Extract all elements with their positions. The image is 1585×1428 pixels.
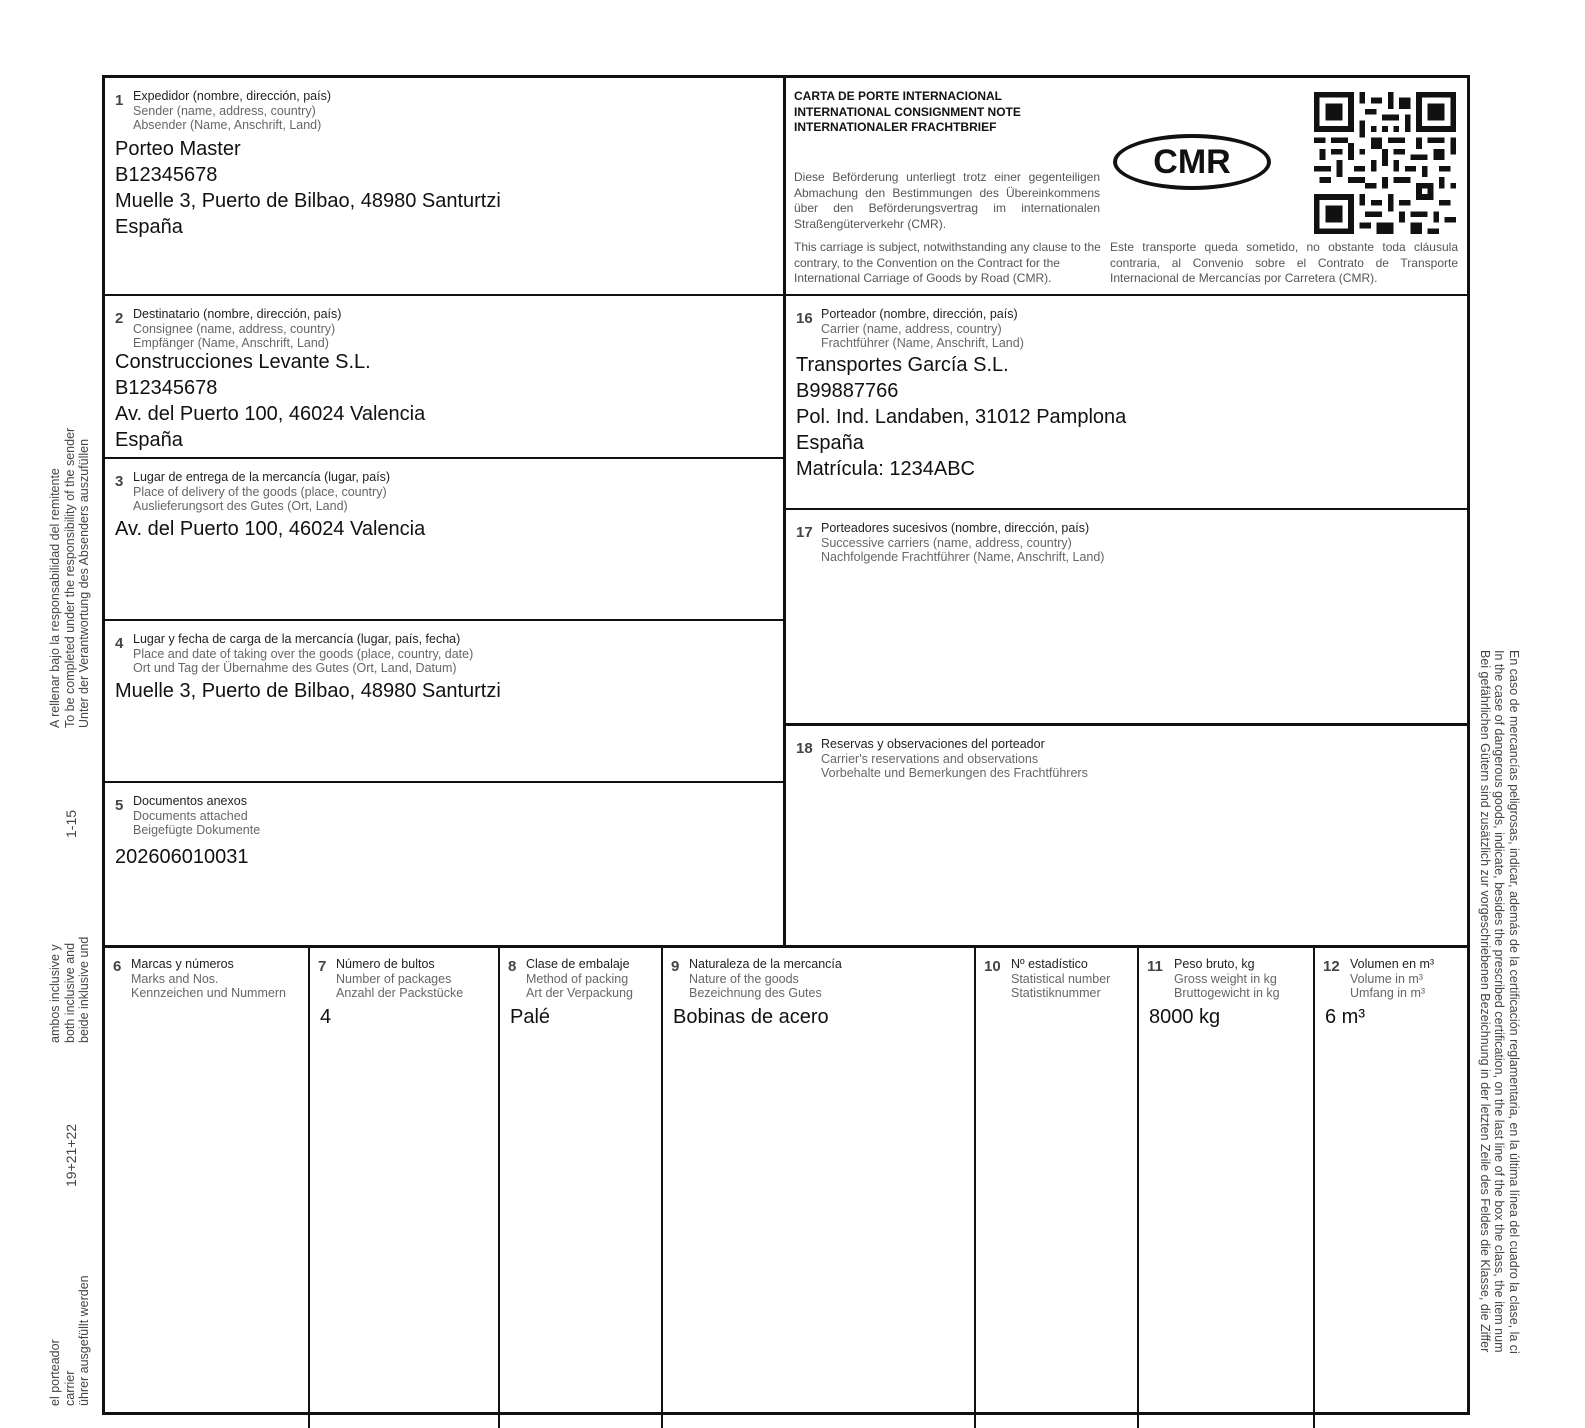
- label-de: Anzahl der Packstücke: [336, 986, 464, 1000]
- col-10-statistical-number[interactable]: [976, 948, 1139, 1428]
- box-number: 2: [115, 310, 124, 327]
- sender-address: Muelle 3, Puerto de Bilbao, 48980 Santurtzi: [115, 190, 501, 212]
- side-note-line: carrier: [62, 1370, 77, 1406]
- nature-value: Bobinas de acero: [673, 1006, 829, 1028]
- label-de: Kennzeichen und Nummern: [131, 986, 286, 1000]
- side-note-line: Unter der Verantwortung des Absenders auszufüllen: [77, 438, 91, 728]
- goods-table: [105, 945, 1467, 1425]
- volume-value: 6 m³: [1325, 1006, 1365, 1028]
- loading-place-value: Muelle 3, Puerto de Bilbao, 48980 Santurtzi: [115, 680, 501, 702]
- label-de: Art der Verpackung: [526, 986, 634, 1000]
- label-es: Expedidor (nombre, dirección, país): [133, 89, 332, 103]
- box-label: [821, 737, 1088, 781]
- delivery-place-value: Av. del Puerto 100, 46024 Valencia: [115, 518, 426, 540]
- label-en: Method of packing: [526, 971, 629, 986]
- col-7-packages[interactable]: [310, 948, 500, 1428]
- side-note-line: A rellenar bajo la responsabilidad del remitente: [48, 468, 62, 728]
- box-label: [821, 307, 1024, 351]
- sender-value: [115, 136, 501, 240]
- box-4-loading-place-date[interactable]: [105, 621, 786, 783]
- consignee-name: Construcciones Levante S.L.: [115, 351, 371, 373]
- consignee-country: España: [115, 429, 183, 451]
- label-es: Lugar de entrega de la mercancía (lugar, país): [133, 470, 391, 484]
- box-label: [821, 521, 1104, 565]
- legal-text-en: This carriage is subject, notwithstanding any clause to the contrary, to the Convention on the Contract for the International Carriage of Goods by Road (CMR).: [794, 240, 1101, 285]
- box-label: [133, 470, 390, 514]
- col-9-nature-of-goods[interactable]: [663, 948, 976, 1428]
- label-de: Vorbehalte und Bemerkungen des Frachtführers: [821, 766, 1088, 780]
- label-es: Clase de embalaje: [526, 957, 630, 971]
- carrier-tax-id: B99887766: [796, 380, 899, 402]
- label-es: Peso bruto, kg: [1174, 957, 1255, 971]
- label-en: Carrier (name, address, country): [821, 321, 1002, 336]
- column-header: [1147, 957, 1280, 1001]
- cmr-logo: CMR: [1113, 134, 1271, 190]
- label-en: Nature of the goods: [689, 971, 799, 986]
- label-de: Absender (Name, Anschrift, Land): [133, 118, 322, 132]
- title-es: CARTA DE PORTE INTERNACIONAL: [794, 89, 1002, 103]
- label-en: Place of delivery of the goods (place, country): [133, 484, 387, 499]
- column-header: [318, 957, 463, 1001]
- label-es: Naturaleza de la mercancía: [689, 957, 842, 971]
- label-es: Nº estadístico: [1011, 957, 1088, 971]
- box-number: 18: [796, 740, 813, 757]
- column-header: [1323, 957, 1434, 1001]
- label-en: Volume in m³: [1350, 971, 1423, 986]
- consignee-tax-id: B12345678: [115, 377, 218, 399]
- carrier-address: Pol. Ind. Landaben, 31012 Pamplona: [796, 406, 1127, 428]
- column-number: 11: [1147, 958, 1163, 975]
- label-en: Carrier's reservations and observations: [821, 751, 1039, 766]
- label-en: Successive carriers (name, address, country): [821, 535, 1072, 550]
- label-de: Umfang in m³: [1350, 986, 1426, 1000]
- label-de: Nachfolgende Frachtführer (Name, Anschrift, Land): [821, 550, 1105, 564]
- side-note-line: 1-15: [63, 809, 79, 838]
- label-en: Marks and Nos.: [131, 971, 219, 986]
- box-17-successive-carriers[interactable]: [786, 510, 1467, 726]
- column-number: 8: [508, 958, 517, 975]
- side-note-line: Bei gefährlichen Gütern sind zusätzlich zur vorgeschriebenen Bezeichnung in der letzten Zeile des Feldes die Klasse, die Ziffer: [1478, 650, 1492, 1353]
- label-es: Porteador (nombre, dirección, país): [821, 307, 1018, 321]
- column-header: [984, 957, 1110, 1001]
- column-number: 10: [984, 958, 1001, 975]
- side-note-carrier: [48, 1275, 92, 1406]
- header-panel: [786, 78, 1467, 296]
- box-label: [133, 632, 473, 676]
- box-number: 3: [115, 473, 124, 490]
- side-note-line: ambos inclusive y: [48, 944, 62, 1043]
- consignee-address: Av. del Puerto 100, 46024 Valencia: [115, 403, 426, 425]
- consignee-value: [115, 349, 425, 453]
- side-note-line: el porteador: [48, 1339, 62, 1406]
- carrier-value: [796, 352, 1126, 482]
- col-11-gross-weight[interactable]: [1139, 948, 1315, 1428]
- box-label: [133, 89, 331, 133]
- side-note-sender-responsibility: [48, 428, 92, 728]
- label-es: Documentos anexos: [133, 794, 247, 808]
- title-en: INTERNATIONAL CONSIGNMENT NOTE: [794, 104, 1021, 119]
- label-es: Marcas y números: [131, 957, 234, 971]
- documents-value: 202606010031: [115, 846, 249, 868]
- sender-name: Porteo Master: [115, 138, 241, 160]
- box-1-sender[interactable]: [105, 78, 786, 296]
- box-label: [133, 307, 341, 351]
- label-de: Frachtführer (Name, Anschrift, Land): [821, 336, 1024, 350]
- side-note-line: both inclusive and: [62, 942, 77, 1043]
- label-en: Sender (name, address, country): [133, 103, 316, 118]
- gross-weight-value: 8000 kg: [1149, 1006, 1221, 1028]
- label-de: Empfänger (Name, Anschrift, Land): [133, 336, 329, 350]
- qr-code-icon: [1314, 92, 1456, 234]
- box-5-documents-attached[interactable]: [105, 783, 786, 945]
- label-de: Ort und Tag der Übernahme des Gutes (Ort, Land, Datum): [133, 661, 457, 675]
- column-header: [113, 957, 286, 1001]
- carrier-name: Transportes García S.L.: [796, 354, 1009, 376]
- box-number: 1: [115, 92, 124, 109]
- header-titles: [794, 89, 1021, 136]
- label-de: Statistiknummer: [1011, 986, 1101, 1000]
- column-number: 6: [113, 958, 122, 975]
- side-note-dangerous-goods: [1478, 650, 1522, 1354]
- title-de: INTERNATIONALER FRACHTBRIEF: [794, 120, 997, 134]
- label-de: Beigefügte Dokumente: [133, 823, 261, 837]
- box-number: 17: [796, 524, 813, 541]
- label-de: Auslieferungsort des Gutes (Ort, Land): [133, 499, 348, 513]
- side-note-range: [64, 810, 79, 838]
- label-en: Consignee (name, address, country): [133, 321, 336, 336]
- side-note-line: beide inklusive und: [77, 936, 91, 1043]
- col-6-marks[interactable]: [105, 948, 310, 1428]
- label-en: Gross weight in kg: [1174, 971, 1277, 986]
- label-es: Reservas y observaciones del porteador: [821, 737, 1045, 751]
- carrier-country: España: [796, 432, 864, 454]
- packing-value: Palé: [510, 1006, 551, 1028]
- box-label: [133, 794, 260, 838]
- label-es: Porteadores sucesivos (nombre, dirección, país): [821, 521, 1090, 535]
- col-12-volume[interactable]: [1315, 948, 1467, 1428]
- side-note-extra-boxes: [64, 1124, 79, 1187]
- column-number: 12: [1323, 958, 1340, 975]
- label-en: Place and date of taking over the goods (place, country, date): [133, 646, 474, 661]
- side-note-line: In the case of dangerous goods, indicate, besides the prescribed certification, on the last line of the box the class, the item num: [1492, 650, 1507, 1353]
- box-16-carrier[interactable]: [786, 296, 1467, 510]
- box-2-consignee[interactable]: [105, 296, 786, 459]
- label-es: Volumen en m³: [1350, 957, 1435, 971]
- label-en: Statistical number: [1011, 971, 1111, 986]
- sender-country: España: [115, 216, 183, 238]
- label-es: Lugar y fecha de carga de la mercancía (lugar, país, fecha): [133, 632, 461, 646]
- side-note-line: 19+21+22: [63, 1123, 79, 1187]
- packages-value: 4: [320, 1006, 332, 1028]
- side-note-inclusive: [48, 937, 92, 1043]
- label-en: Number of packages: [336, 971, 452, 986]
- cmr-form: [102, 75, 1470, 1415]
- legal-text-de: Diese Beförderung unterliegt trotz einer gegenteiligen Abmachung den Bestimmungen des Übereinkommens über den Beförderungsvertrag im internationalen Straßengüterverkehr (CMR).: [794, 170, 1100, 231]
- sender-tax-id: B12345678: [115, 164, 218, 186]
- column-header: [508, 957, 633, 1001]
- box-number: 4: [115, 635, 124, 652]
- side-note-line: ührer ausgefüllt werden: [77, 1275, 91, 1406]
- legal-text-es: Este transporte queda sometido, no obstante toda cláusula contraria, al Convenio sobre el Contrato de Transporte Internacional de Mercancías por Carretera (CMR).: [1110, 240, 1458, 285]
- side-note-line: En caso de mercancías peligrosas, indicar, además de la certificación reglamentaria, en la última línea del cuadro la clase, la ci: [1507, 650, 1521, 1354]
- column-number: 9: [671, 958, 680, 975]
- side-note-line: To be completed under the responsibility of the sender: [62, 427, 77, 728]
- box-number: 16: [796, 310, 813, 327]
- label-es: Número de bultos: [336, 957, 435, 971]
- box-number: 5: [115, 797, 124, 814]
- box-3-delivery-place[interactable]: [105, 459, 786, 621]
- column-number: 7: [318, 958, 327, 975]
- label-de: Bezeichnung des Gutes: [689, 986, 822, 1000]
- box-18-carrier-reservations[interactable]: [786, 726, 1467, 945]
- label-es: Destinatario (nombre, dirección, país): [133, 307, 342, 321]
- label-de: Bruttogewicht in kg: [1174, 986, 1280, 1000]
- col-8-packing[interactable]: [500, 948, 663, 1428]
- label-en: Documents attached: [133, 808, 248, 823]
- carrier-plate: Matrícula: 1234ABC: [796, 458, 975, 480]
- column-header: [671, 957, 842, 1001]
